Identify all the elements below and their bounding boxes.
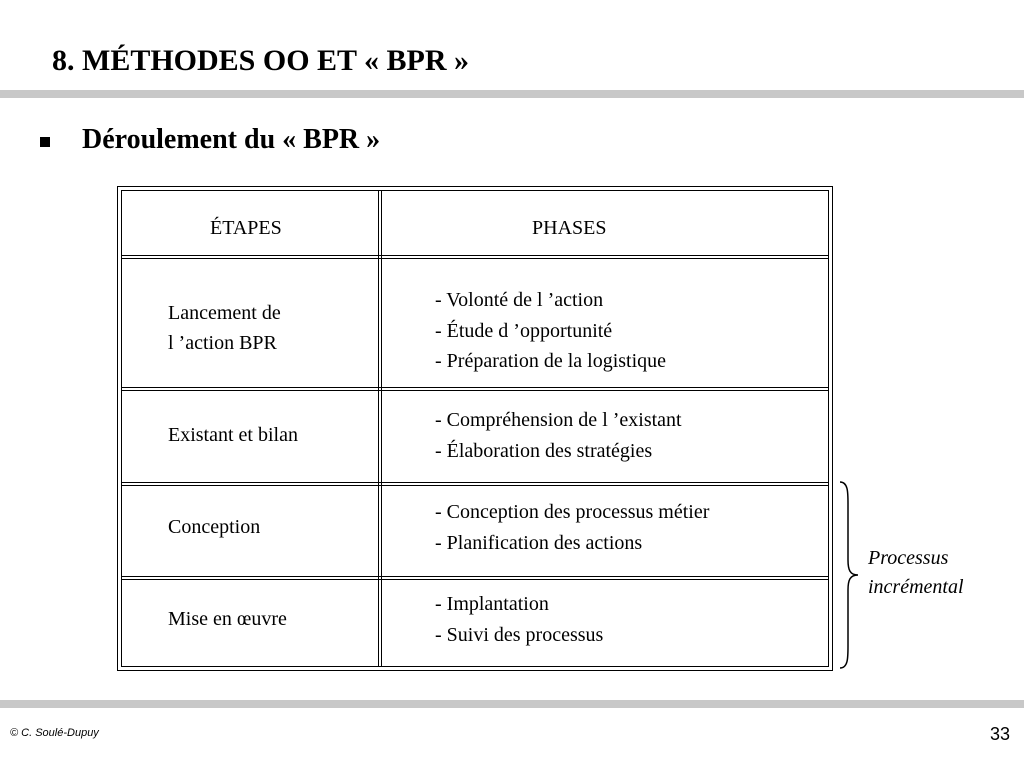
etape-line: Lancement de: [168, 302, 281, 324]
header-divider: [0, 90, 1024, 98]
phase-item: - Compréhension de l ’existant: [435, 409, 682, 431]
header-etapes: ÉTAPES: [210, 217, 282, 239]
footer-copyright: © C. Soulé-Dupuy: [10, 727, 99, 739]
phase-item: - Préparation de la logistique: [435, 350, 667, 372]
etape-line: Mise en œuvre: [168, 608, 287, 630]
etape-label: [168, 420, 298, 450]
phase-item: - Étude d ’opportunité: [435, 319, 613, 342]
table-row: [122, 486, 828, 576]
phase-list: [435, 285, 666, 377]
slide-title: 8. MÉTHODES OO ET « BPR »: [52, 44, 470, 77]
etape-label: [168, 512, 260, 542]
phase-item: - Élaboration des stratégies: [435, 439, 653, 462]
etape-line: l ’action BPR: [168, 332, 277, 354]
curly-brace-icon: [836, 480, 864, 670]
phase-list: [435, 589, 603, 650]
phase-item: - Conception des processus métier: [435, 501, 710, 523]
phase-item: - Suivi des processus: [435, 623, 604, 646]
bullet-heading: [40, 120, 380, 160]
etape-line: Conception: [168, 516, 261, 538]
phase-list: [435, 497, 709, 558]
bpr-table: [117, 186, 833, 671]
bpr-table-inner: [121, 190, 829, 667]
table-header-row: [122, 191, 828, 255]
footer-divider: [0, 700, 1024, 708]
table-row: [122, 259, 828, 387]
etape-label: [168, 604, 287, 634]
phase-item: - Planification des actions: [435, 531, 643, 554]
table-row: [122, 580, 828, 668]
etape-label: [168, 298, 281, 358]
incremental-process-note: [868, 544, 964, 602]
table-row: [122, 391, 828, 482]
note-line: Processus: [868, 547, 949, 569]
note-line: incrémental: [868, 576, 964, 598]
phase-item: - Implantation: [435, 593, 549, 615]
bullet-text: Déroulement du « BPR »: [82, 124, 381, 155]
header-phases: PHASES: [532, 217, 607, 239]
etape-line: Existant et bilan: [168, 424, 298, 446]
phase-list: [435, 405, 682, 466]
page-number: 33: [989, 724, 1010, 744]
square-bullet-icon: [40, 137, 50, 147]
phase-item: - Volonté de l ’action: [435, 289, 604, 311]
